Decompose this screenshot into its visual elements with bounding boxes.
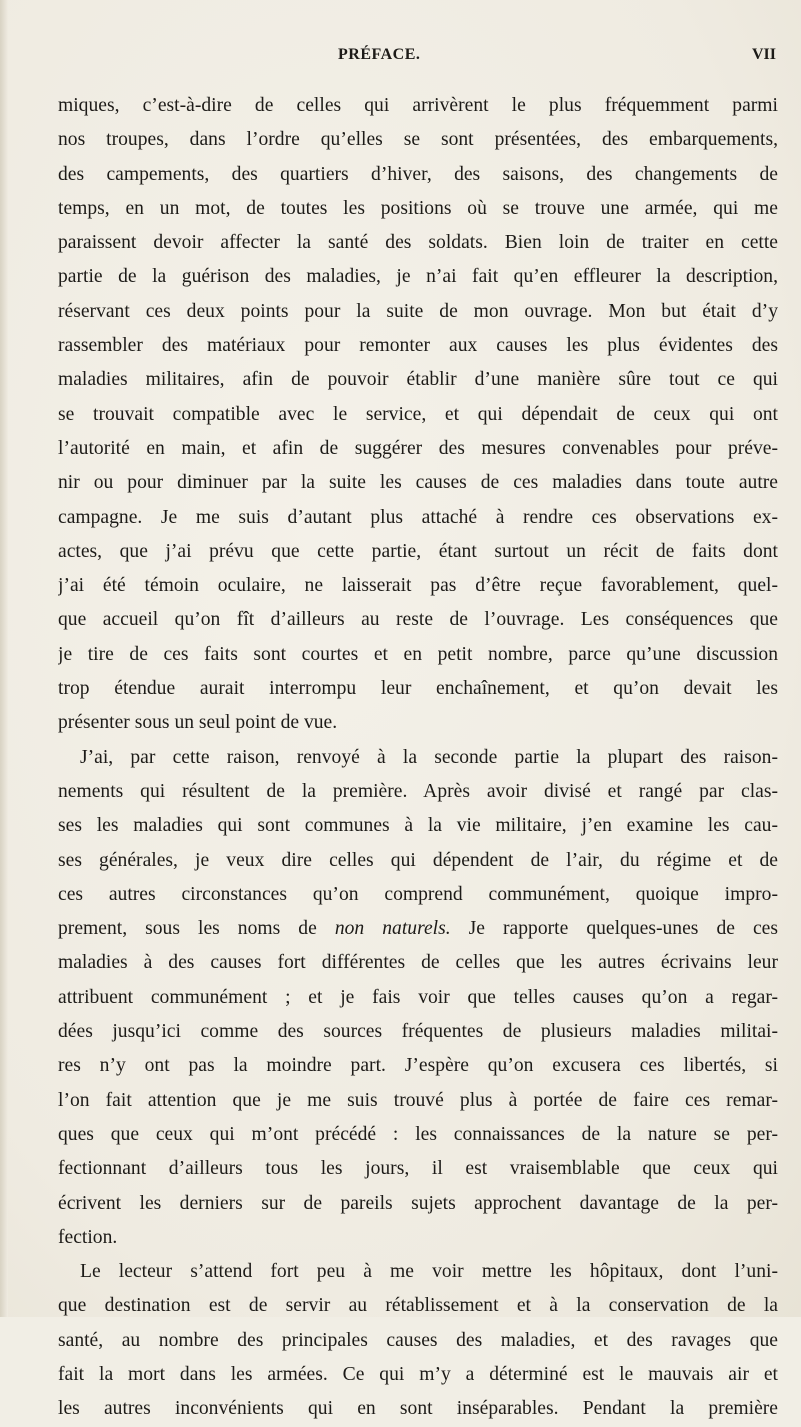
text-line: actes, que j’ai prévu que cette partie, étant surtout un récit de faits dont [58,540,778,562]
text-line: Le lecteur s’attend fort peu à me voir mettre les hôpitaux, dont l’uni- [80,1261,778,1283]
text-line: attribuent communément ; et je fais voir que telles causes qu’on a regar- [58,986,778,1008]
text-line: réservant ces deux points pour la suite de mon ouvrage. Mon but était d’y [58,300,778,322]
text-line: partie de la guérison des maladies, je n’ai fait qu’en effleurer la description, [58,266,778,288]
text-segment: Je rapporte quelques-unes de ces [450,918,778,940]
text-line: l’autorité en main, et afin de suggérer des mesures convenables pour préve- [58,437,778,459]
text-line: ces autres circonstances qu’on comprend communément, quoique impro- [58,883,778,905]
text-line: res n’y ont pas la moindre part. J’espère qu’on excusera ces libertés, si [58,1055,778,1077]
italic-term: non naturels. [334,918,451,940]
text-line: se trouvait compatible avec le service, et qui dépendait de ceux qui ont [58,403,778,425]
text-line: campagne. Je me suis d’autant plus attaché à rendre ces observations ex- [58,506,778,528]
text-line: nos troupes, dans l’ordre qu’elles se sont présentées, des embarquements, [58,129,778,151]
text-line: j’ai été témoin oculaire, ne laisserait pas d’être reçue favorablement, quel- [58,575,778,597]
text-line: fectionnant d’ailleurs tous les jours, il est vraisemblable que ceux qui [58,1158,778,1180]
text-line: que destination est de servir au rétablissement et à la conservation de la [58,1295,778,1317]
text-line: paraissent devoir affecter la santé des soldats. Bien loin de traiter en cette [58,232,778,254]
text-line: rassembler des matériaux pour remonter aux causes les plus évidentes des [58,335,778,357]
text-line: trop étendue aurait interrompu leur enchaînement, et qu’on devait les [58,678,778,700]
text-line: maladies militaires, afin de pouvoir établir d’une manière sûre tout ce qui [58,369,778,391]
text-line: nir ou pour diminuer par la suite les causes de ces maladies dans toute autre [58,472,778,494]
text-line: temps, en un mot, de toutes les positions où se trouve une armée, qui me [58,197,778,219]
text-line: maladies à des causes fort différentes de celles que les autres écrivains leur [58,952,778,974]
text-line [58,912,778,946]
text-line: présenter sous un seul point de vue. [58,712,338,734]
text-line: ques que ceux qui m’ont précédé : les connaissances de la nature se per- [58,1123,778,1145]
text-line: miques, c’est-à-dire de celles qui arrivèrent le plus fréquemment parmi [58,95,778,116]
text-line: fait la mort dans les armées. Ce qui m’y a déterminé est le mauvais air et [58,1363,778,1385]
text-line: J’ai, par cette raison, renvoyé à la seconde partie la plupart des raison- [80,746,778,768]
text-segment: prement, sous les noms de [58,918,335,940]
text-line: santé, au nombre des principales causes des maladies, et des ravages que [58,1329,778,1351]
page-number: VII [751,46,776,63]
text-line: des campements, des quartiers d’hiver, des saisons, des changements de [58,163,778,185]
text-line: l’on fait attention que je me suis trouvé plus à portée de faire ces remar- [58,1089,778,1111]
text-line: fection. [58,1226,118,1248]
text-line: écrivent les derniers sur de pareils sujets approchent davantage de la per- [58,1192,778,1214]
text-line: ses générales, je veux dire celles qui dépendent de l’air, du régime et de [58,849,778,871]
text-line: les autres inconvénients qui en sont inséparables. Pendant la première [58,1398,778,1420]
running-title: PRÉFACE. [338,46,421,63]
text-line: nements qui résultent de la première. Après avoir divisé et rangé par clas- [58,780,778,802]
text-line: je tire de ces faits sont courtes et en petit nombre, parce qu’une discussion [58,643,778,665]
page-binding-edge [0,0,8,1317]
running-header [58,46,776,72]
body-text [58,89,778,1427]
text-line: que accueil qu’on fît d’ailleurs au reste de l’ouvrage. Les conséquences que [58,609,778,631]
text-line: dées jusqu’ici comme des sources fréquentes de plusieurs maladies militai- [58,1021,778,1043]
text-line: ses les maladies qui sont communes à la vie militaire, j’en examine les cau- [58,815,778,837]
